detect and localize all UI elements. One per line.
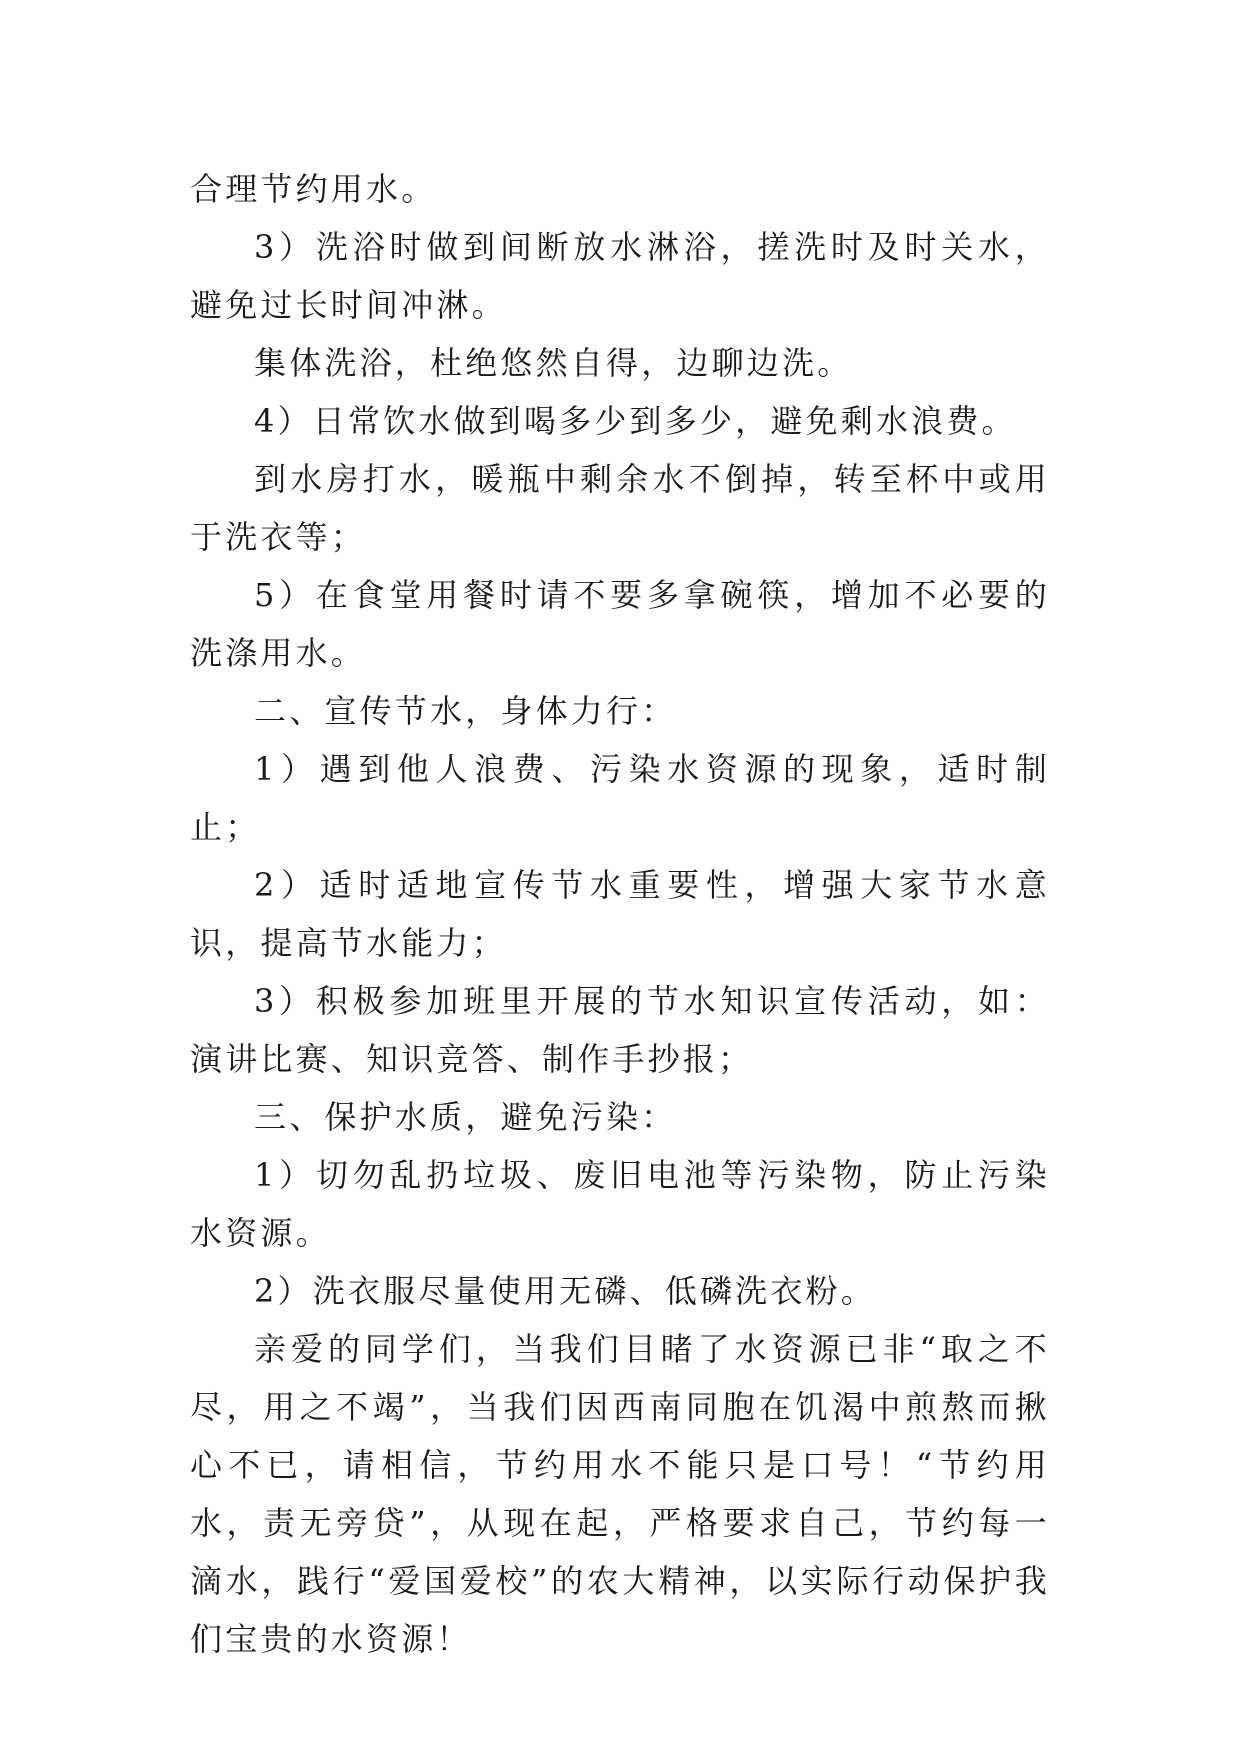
paragraph-4: 4）日常饮水做到喝多少到多少，避免剩水浪费。 bbox=[254, 402, 1017, 440]
paragraph-9: 2）适时适地宣传节水重要性，增强大家节水意识，提高节水能力； bbox=[190, 866, 1050, 962]
paragraph-12: 1）切勿乱扔垃圾、废旧电池等污染物，防止污染水资源。 bbox=[190, 1156, 1050, 1252]
section-heading-3: 三、保护水质，避免污染： bbox=[254, 1098, 677, 1136]
paragraph-10: 3）积极参加班里开展的节水知识宣传活动，如：演讲比赛、知识竞答、制作手抄报； bbox=[190, 982, 1050, 1078]
paragraph-3: 集体洗浴，杜绝悠然自得，边聊边洗。 bbox=[254, 344, 853, 382]
paragraph-13: 2）洗衣服尽量使用无磷、低磷洗衣粉。 bbox=[254, 1272, 876, 1310]
document-body bbox=[190, 160, 1050, 1668]
paragraph-2: 3）洗浴时做到间断放水淋浴，搓洗时及时关水，避免过长时间冲淋。 bbox=[190, 228, 1050, 324]
paragraph-5: 到水房打水，暖瓶中剩余水不倒掉，转至杯中或用于洗衣等； bbox=[190, 460, 1050, 556]
paragraph-8: 1）遇到他人浪费、污染水资源的现象，适时制止； bbox=[190, 750, 1050, 846]
section-heading-2: 二、宣传节水，身体力行： bbox=[254, 692, 677, 730]
paragraph-1: 合理节约用水。 bbox=[190, 170, 437, 208]
paragraph-6: 5）在食堂用餐时请不要多拿碗筷，增加不必要的洗涤用水。 bbox=[190, 576, 1050, 672]
closing-paragraph: 亲爱的同学们，当我们目睹了水资源已非“取之不尽，用之不竭”，当我们因西南同胞在饥渴中煎熬而揪心不已，请相信，节约用水不能只是口号！“节约用水，责无旁贷”，从现在起，严格要求自己，节约每一滴水，践行“爱国爱校”的农大精神，以实际行动保护我们宝贵的水资源！ bbox=[190, 1330, 1050, 1658]
